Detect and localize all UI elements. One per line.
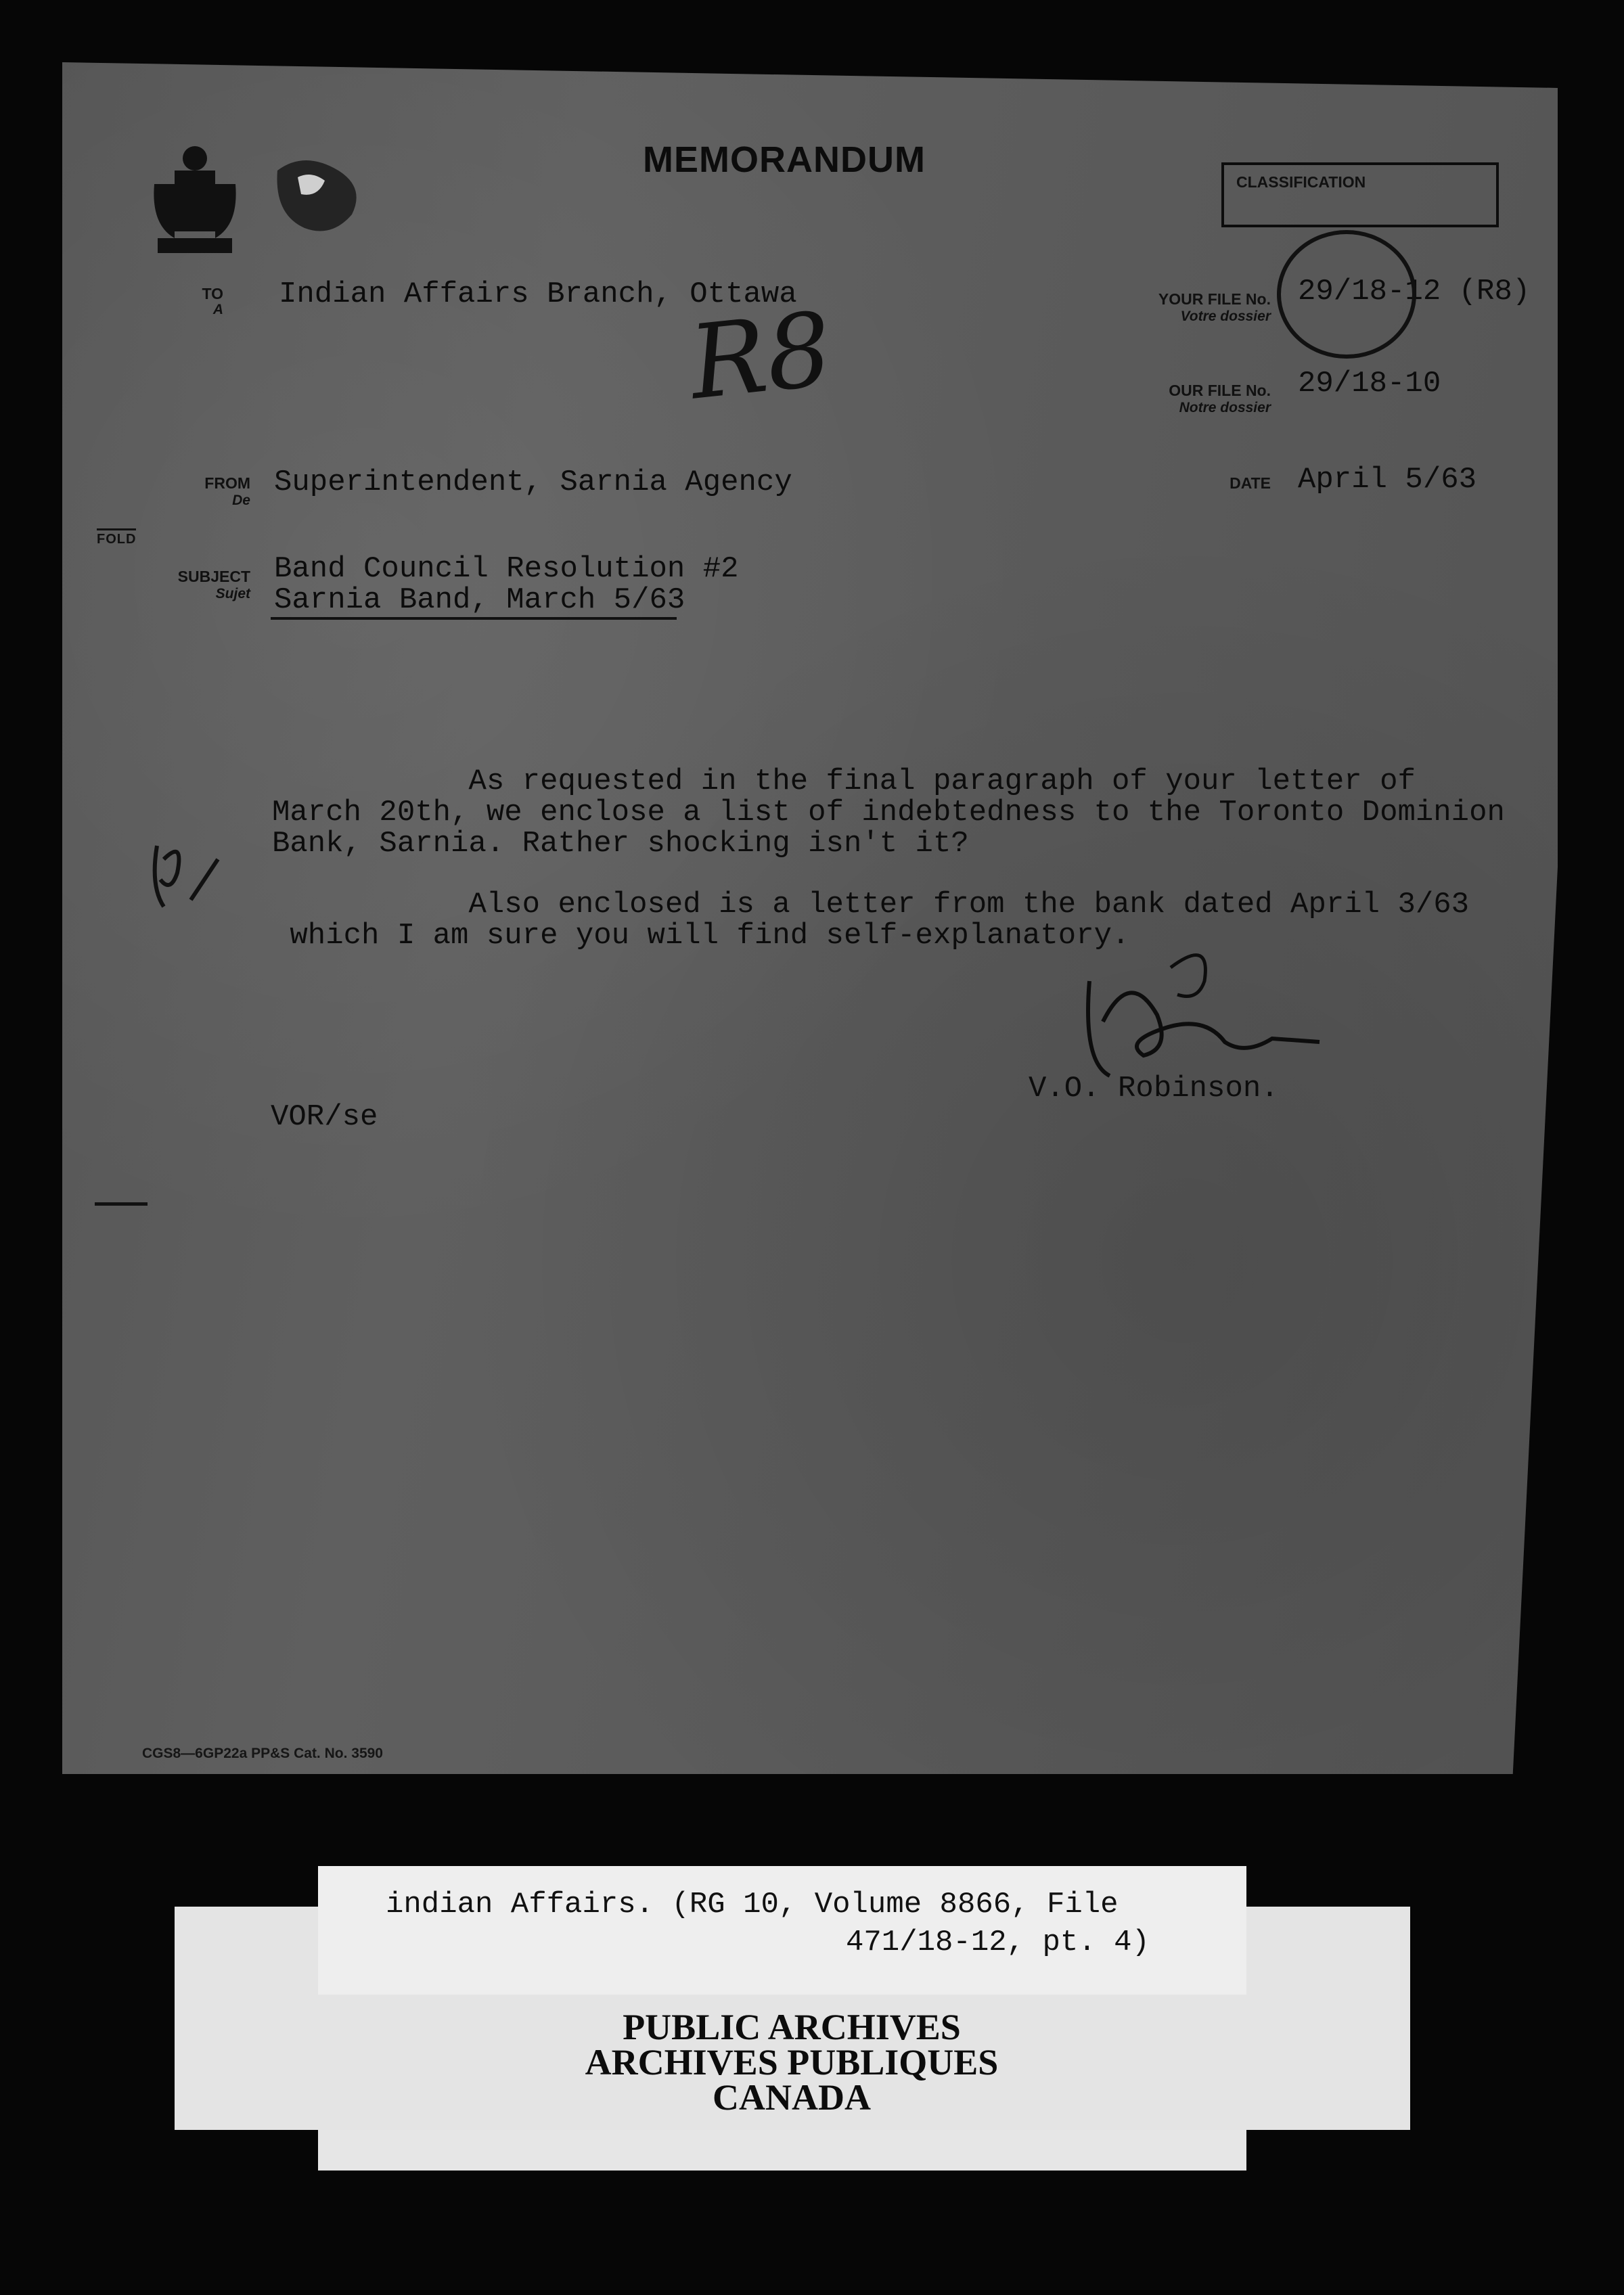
margin-tick	[95, 1202, 148, 1206]
subject-label-fr: Sujet	[215, 586, 250, 601]
your-file-label-fr: Votre dossier	[1180, 309, 1271, 324]
subject-underline	[271, 617, 677, 620]
to-value: Indian Affairs Branch, Ottawa	[279, 277, 797, 311]
hand-drawn-circle	[1272, 220, 1421, 362]
archives-stamp-line-3: CANADA	[713, 2077, 871, 2118]
date-label: DATE	[1230, 474, 1271, 492]
from-value: Superintendent, Sarnia Agency	[274, 465, 792, 499]
your-file-value: 29/18-12 (R8)	[1298, 275, 1531, 309]
subject-label: SUBJECT	[177, 568, 250, 585]
body-line-1: As requested in the final paragraph of your letter of	[272, 765, 1416, 798]
classification-box	[1221, 162, 1499, 227]
body-line-2: March 20th, we enclose a list of indebtedness to the Toronto Dominion	[272, 796, 1505, 830]
signatory-name: V.O. Robinson.	[1029, 1072, 1279, 1106]
to-label-fr: A	[212, 302, 223, 317]
your-file-label: YOUR FILE No.	[1158, 290, 1271, 308]
archives-stamp-line-2: ARCHIVES PUBLIQUES	[585, 2042, 999, 2083]
from-label: FROM	[204, 474, 250, 492]
body-line-4: Also enclosed is a letter from the bank dated April 3/63	[272, 888, 1470, 922]
subject-line-2: Sarnia Band, March 5/63	[274, 583, 685, 617]
subject-line-1: Band Council Resolution #2	[274, 552, 739, 586]
archive-reference-line-1: indian Affairs. (RG 10, Volume 8866, File	[386, 1888, 1119, 1922]
archives-stamp	[555, 2007, 1029, 2118]
ink-stamp-mark	[264, 150, 372, 245]
typist-initials: VOR/se	[271, 1100, 378, 1134]
coat-of-arms-icon	[148, 143, 242, 265]
archives-stamp-line-1: PUBLIC ARCHIVES	[623, 2007, 961, 2047]
memo-title: MEMORANDUM	[643, 139, 926, 180]
body-line-3: Bank, Sarnia. Rather shocking isn't it?	[272, 827, 969, 861]
our-file-label-fr: Notre dossier	[1179, 400, 1271, 415]
from-label-fr: De	[232, 493, 250, 508]
handwritten-routing-mark: R8	[684, 290, 837, 423]
archive-bottom-strip	[318, 2130, 1246, 2171]
classification-label: CLASSIFICATION	[1236, 173, 1366, 191]
date-value: April 5/63	[1298, 463, 1477, 497]
margin-initials-mark	[143, 819, 225, 920]
archive-reference-line-2: 471/18-12, pt. 4)	[846, 1926, 1150, 1959]
fold-label: FOLD	[97, 528, 136, 547]
our-file-value: 29/18-10	[1298, 367, 1441, 401]
our-file-label: OUR FILE No.	[1169, 382, 1271, 399]
body-line-5: which I am sure you will find self-explanatory.	[272, 919, 1130, 953]
to-label: TO	[202, 285, 223, 302]
form-code: CGS8—6GP22a PP&S Cat. No. 3590	[142, 1746, 383, 1761]
